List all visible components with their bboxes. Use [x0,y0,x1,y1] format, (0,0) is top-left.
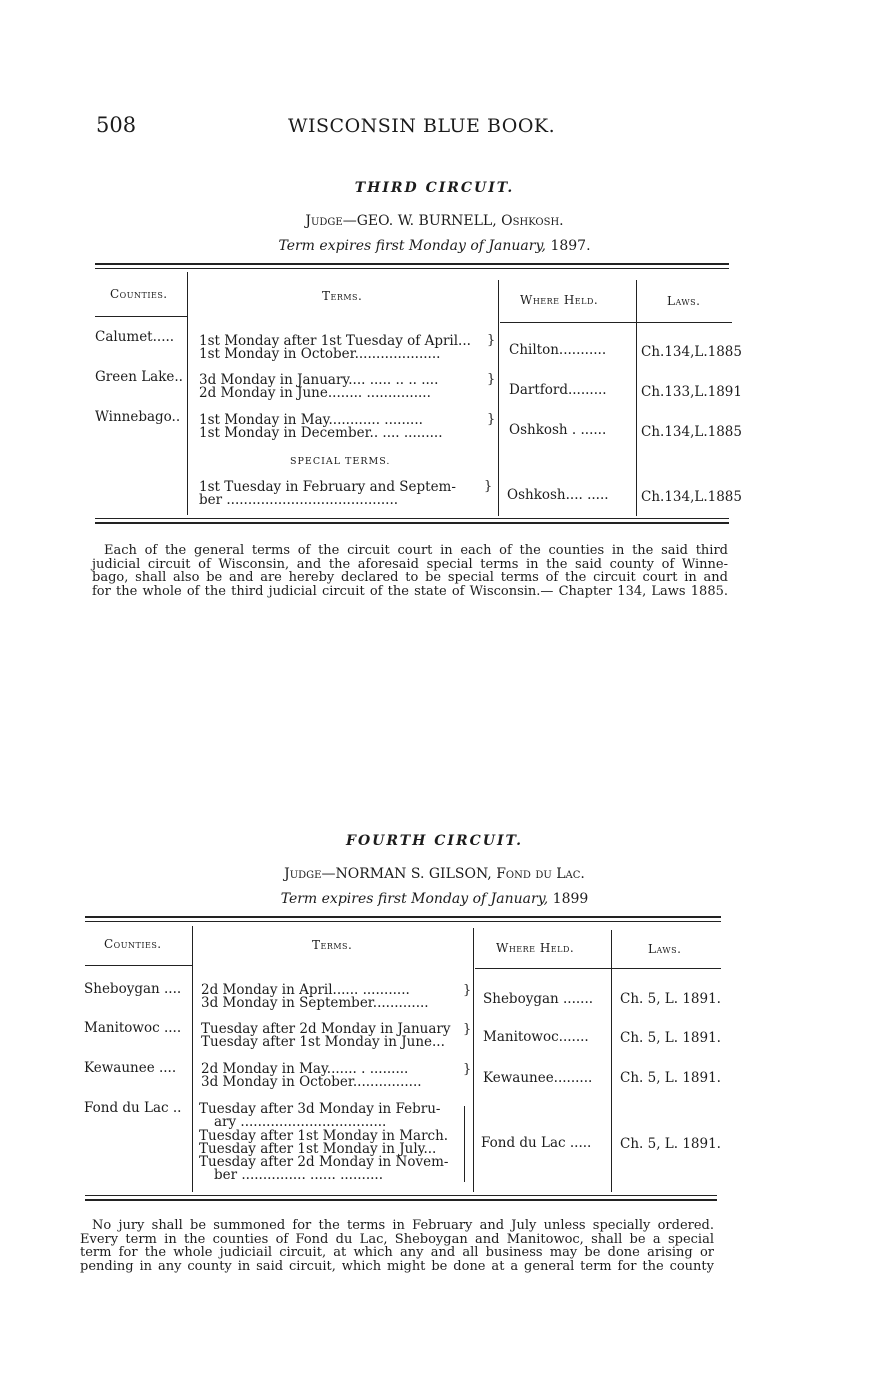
column-divider [636,280,637,516]
term-text: Term expires first Monday of January, [278,238,546,254]
term-year: 1897. [550,238,591,254]
judge-label: Judge [284,866,322,882]
note-line: No jury shall be summoned for the terms in February and July unless specially ordered. [92,1218,714,1233]
term-cell: 3d Monday in September............. [201,995,429,1011]
where-cell: Sheboygan ....... [483,991,594,1007]
judge-place: Oshkosh. [501,213,564,229]
judge-place: Fond du Lac. [496,866,585,882]
special-terms-label: SPECIAL TERMS. [290,456,391,467]
third-circuit-note [92,544,728,598]
laws-cell: Ch.133,L.1891 [641,384,742,400]
term-cell: 3d Monday in January.... ..... .. .. .... [199,372,439,388]
where-cell: Kewaunee......... [483,1070,593,1086]
rule [85,916,721,918]
rule [475,968,721,969]
brace-glyph: } [484,479,493,494]
laws-cell: Ch.134,L.1885 [641,489,742,505]
term-cell: 1st Monday after 1st Tuesday of April... [199,333,471,349]
fourth-circuit-note [80,1219,714,1273]
fourth-circuit-term [0,891,869,907]
note-line: judicial circuit of Wisconsin, and the aforesaid special terms in the said county of Winne- [92,556,728,572]
note-line: pending in any county in said circuit, which might be done at a general term for the county [80,1258,714,1274]
column-divider [611,930,612,1192]
note-line: Every term in the counties of Fond du Lac, Sheboygan and Manitowoc, shall be a special [80,1231,714,1247]
header-laws: Laws. [648,942,682,956]
county-cell: Fond du Lac .. [84,1100,182,1116]
term-cell: ber ............... ...... .......... [214,1167,383,1183]
laws-cell: Ch. 5, L. 1891. [620,991,721,1007]
term-cell: Tuesday after 1st Monday in June... [201,1034,445,1050]
third-circuit-title: THIRD CIRCUIT. [354,180,515,196]
county-cell: Sheboygan .... [84,981,182,997]
term-cell: Tuesday after 2d Monday in Novem- [199,1154,449,1170]
term-cell: Tuesday after 3d Monday in Febru- [199,1101,441,1117]
where-cell: Manitowoc....... [483,1029,589,1045]
header-laws: Laws. [667,294,701,308]
county-cell: Green Lake.. [95,369,183,385]
term-cell: 2d Monday in June........ ............... [199,385,431,401]
laws-cell: Ch.134,L.1885 [641,344,742,360]
rule [500,322,732,323]
term-text: Term expires first Monday of January, [280,891,549,907]
rule [85,1195,717,1196]
header-terms: Terms. [322,289,363,303]
rule [95,522,729,524]
county-cell: Manitowoc .... [84,1020,182,1036]
header-where-held: Where Held. [496,941,575,955]
laws-cell: Ch. 5, L. 1891. [620,1136,721,1152]
term-cell: ary .................................. [214,1114,387,1130]
brace-glyph: } [487,333,496,348]
rule [95,316,187,317]
term-cell: 1st Monday in October.................... [199,346,441,362]
laws-cell: Ch.134,L.1885 [641,424,742,440]
brace-glyph: } [487,372,496,387]
note-line: Each of the general terms of the circuit court in each of the counties in the said third [104,543,728,558]
county-cell: Calumet..... [95,329,175,345]
running-head: WISCONSIN BLUE BOOK. [288,115,556,137]
header-terms: Terms. [312,938,353,952]
header-counties: Counties. [104,937,162,951]
brace-glyph: } [463,1062,472,1077]
term-cell: 1st Tuesday in February and Septem- [199,479,456,495]
column-divider [187,272,188,515]
where-cell: Chilton........... [509,342,607,358]
county-cell: Winnebago.. [95,409,181,425]
judge-name: —NORMAN S. GILSON, [321,866,492,882]
brace-glyph: } [487,412,496,427]
term-cell: Tuesday after 1st Monday in July... [199,1141,437,1157]
fourth-circuit-title: FOURTH CIRCUIT. [346,833,523,849]
judge-name: —GEO. W. BURNELL, [342,213,497,229]
where-cell: Oshkosh.... ..... [507,487,609,503]
rule [95,263,729,265]
column-divider [192,926,193,1192]
rule [95,518,729,519]
laws-cell: Ch. 5, L. 1891. [620,1070,721,1086]
brace-glyph: } [463,983,472,998]
page-number: 508 [96,113,137,137]
term-cell: 2d Monday in May....... . ......... [201,1061,409,1077]
note-line: bago, shall also be and are hereby declared to be special terms of the circuit court in and [92,570,728,585]
third-circuit-term [0,238,869,254]
term-cell: ber ........................................ [199,492,399,508]
where-cell: Fond du Lac ..... [481,1135,592,1151]
brace-glyph: } [463,1022,472,1037]
note-line: for the whole of the third judicial circuit of the state of Wisconsin.— Chapter 134, Laws 1885. [92,583,728,599]
term-cell: Tuesday after 1st Monday in March. [199,1128,449,1144]
column-divider [473,928,474,1192]
judge-label: Judge [305,213,343,229]
column-divider [498,280,499,516]
header-counties: Counties. [110,287,168,301]
note-line: term for the whole judiciail circuit, at which any and all business may be done arising or [80,1245,714,1260]
rule [85,965,192,966]
where-cell: Oshkosh . ...... [509,422,607,438]
brace-glyph [464,1106,465,1182]
third-circuit-judge [0,213,869,229]
term-cell: 1st Monday in May............ ......... [199,412,423,428]
term-cell: Tuesday after 2d Monday in January [201,1021,451,1037]
county-cell: Kewaunee .... [84,1060,177,1076]
where-cell: Dartford......... [509,382,607,398]
header-where-held: Where Held. [520,293,599,307]
rule [85,921,721,922]
rule [85,1199,717,1201]
rule [95,268,729,269]
term-year: 1899 [552,891,589,907]
fourth-circuit-judge [0,866,869,882]
laws-cell: Ch. 5, L. 1891. [620,1030,721,1046]
term-cell: 3d Monday in October................ [201,1074,422,1090]
term-cell: 2d Monday in April...... ........... [201,982,410,998]
term-cell: 1st Monday in December.. .... ......... [199,425,443,441]
